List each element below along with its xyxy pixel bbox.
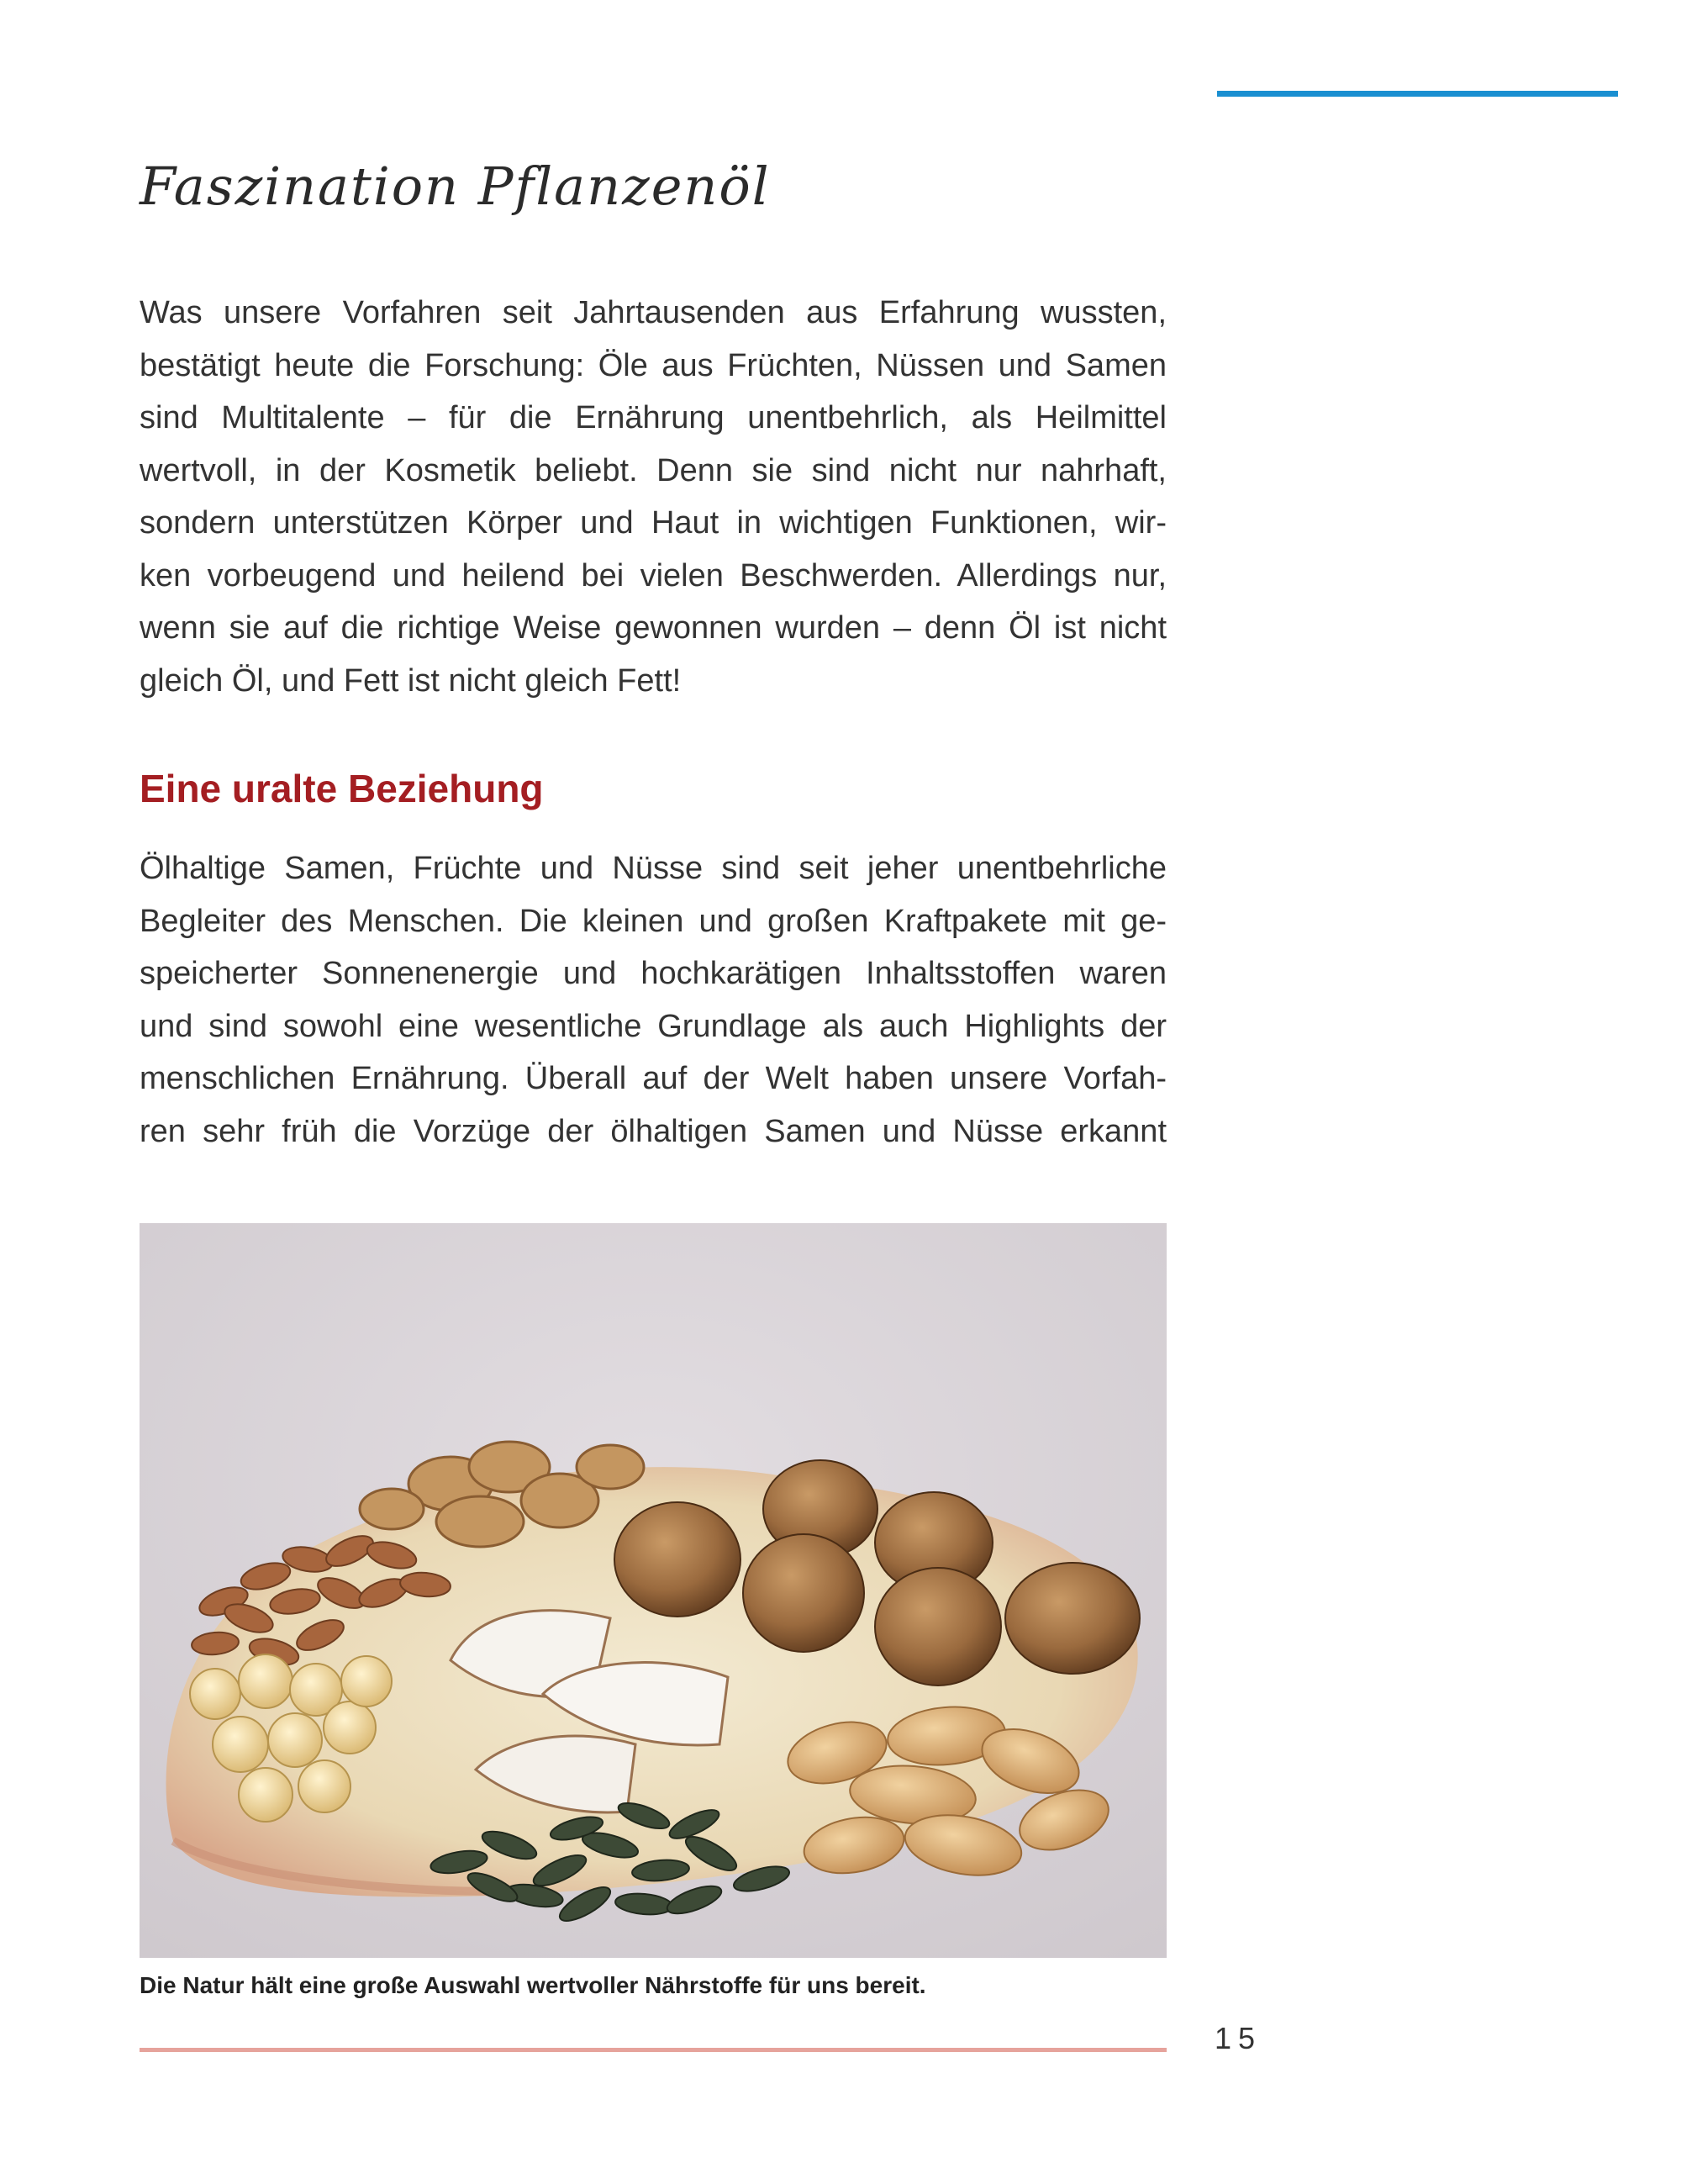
section-line: Ölhaltige Samen, Früchte und Nüsse sind seit jeher unentbehrliche (140, 851, 1167, 886)
page-title: Faszination Pflanzenöl (140, 156, 771, 217)
nuts-plate-illustration (140, 1223, 1167, 1958)
intro-line: wertvoll, in der Kosmetik beliebt. Denn sie sind nicht nur nahrhaft, (140, 452, 1167, 488)
nuts-photo (140, 1223, 1167, 1958)
intro-line: Was unsere Vorfahren seit Jahrtausenden aus Erfahrung wussten, (140, 295, 1167, 330)
top-accent-rule (1217, 91, 1618, 97)
section-line: und sind sowohl eine wesentliche Grundlage als auch Highlights der (140, 1008, 1167, 1044)
intro-line: ken vorbeugend und heilend bei vielen Beschwerden. Allerdings nur, (140, 557, 1167, 593)
intro-line: gleich Öl, und Fett ist nicht gleich Fett! (140, 662, 682, 699)
section-line: speicherter Sonnenenergie und hochkarätigen Inhaltsstoffen waren (140, 956, 1167, 991)
intro-line: bestätigt heute die Forschung: Öle aus Früchten, Nüssen und Samen (140, 347, 1167, 383)
intro-line: sind Multitalente – für die Ernährung unentbehrlich, als Heilmittel (140, 400, 1167, 435)
section-line: Begleiter des Menschen. Die kleinen und großen Kraftpakete mit ge- (140, 903, 1167, 939)
page-number: 15 (1215, 2021, 1262, 2055)
intro-paragraph (140, 287, 1167, 707)
section-paragraph (140, 842, 1167, 1158)
bottom-rule (140, 2048, 1167, 2052)
intro-line: sondern unterstützen Körper und Haut in wichtigen Funktionen, wir- (140, 505, 1167, 541)
photo-caption: Die Natur hält eine große Auswahl wertvoller Nährstoffe für uns bereit. (140, 1972, 926, 1998)
section-line: ren sehr früh die Vorzüge der ölhaltigen Samen und Nüsse erkannt (140, 1113, 1167, 1149)
section-heading: Eine uralte Beziehung (140, 767, 544, 810)
section-line: menschlichen Ernährung. Überall auf der Welt haben unsere Vorfah- (140, 1061, 1167, 1096)
intro-line: wenn sie auf die richtige Weise gewonnen wurden – denn Öl ist nicht (140, 610, 1167, 646)
